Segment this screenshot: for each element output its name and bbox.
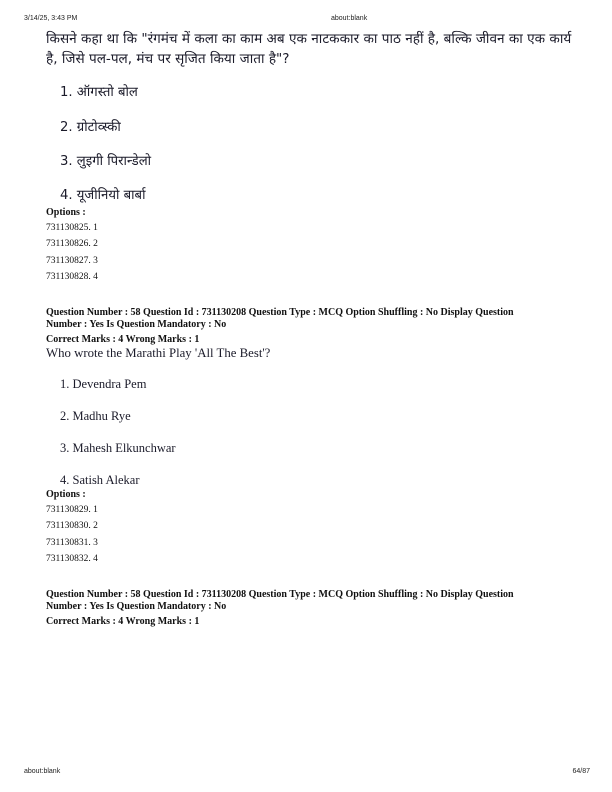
page-number: 64/87 xyxy=(572,768,590,775)
question-marks: Correct Marks : 4 Wrong Marks : 1 xyxy=(46,616,200,627)
question-meta-line-1: Question Number : 58 Question Id : 731130208 Question Type : MCQ Option Shuffling : No Display Question xyxy=(46,589,514,600)
option-id: 731130828. 4 xyxy=(46,272,98,282)
header-url: about:blank xyxy=(331,15,368,22)
option-3: 3. Mahesh Elkunchwar xyxy=(60,441,176,455)
option-4: 4. यूजीनियो बार्बा xyxy=(60,188,146,203)
option-1: 1. ऑगस्तो बोल xyxy=(60,85,138,100)
question-meta-line-1: Question Number : 58 Question Id : 731130208 Question Type : MCQ Option Shuffling : No Display Question xyxy=(46,307,514,318)
option-id: 731130827. 3 xyxy=(46,256,98,266)
option-1: 1. Devendra Pem xyxy=(60,377,147,391)
question-meta-line-2: Number : Yes Is Question Mandatory : No xyxy=(46,319,227,330)
option-2: 2. ग्रोटोव्स्की xyxy=(60,120,121,135)
footer-url: about:blank xyxy=(24,768,61,775)
option-id: 731130826. 2 xyxy=(46,239,98,249)
option-id: 731130832. 4 xyxy=(46,554,98,564)
options-label: Options : xyxy=(46,207,86,218)
header-datetime: 3/14/25, 3:43 PM xyxy=(24,15,78,22)
question-text-hindi: किसने कहा था कि "रंगमंच में कला का काम अब एक नाटककार का पाठ नहीं है, बल्कि जीवन का एक कार्य है, जिसे पल-पल, मंच पर सृजित किया जाता है"? xyxy=(46,31,572,67)
question-meta-line-2: Number : Yes Is Question Mandatory : No xyxy=(46,601,227,612)
question-text-english: Who wrote the Marathi Play 'All The Best'? xyxy=(46,346,271,360)
option-id: 731130829. 1 xyxy=(46,505,98,515)
option-3: 3. लुइगी पिरान्डेलो xyxy=(60,154,152,169)
option-4: 4. Satish Alekar xyxy=(60,473,140,487)
option-2: 2. Madhu Rye xyxy=(60,409,131,423)
option-id: 731130830. 2 xyxy=(46,521,98,531)
options-label: Options : xyxy=(46,489,86,500)
option-id: 731130831. 3 xyxy=(46,538,98,548)
question-marks: Correct Marks : 4 Wrong Marks : 1 xyxy=(46,334,200,345)
option-id: 731130825. 1 xyxy=(46,223,98,233)
